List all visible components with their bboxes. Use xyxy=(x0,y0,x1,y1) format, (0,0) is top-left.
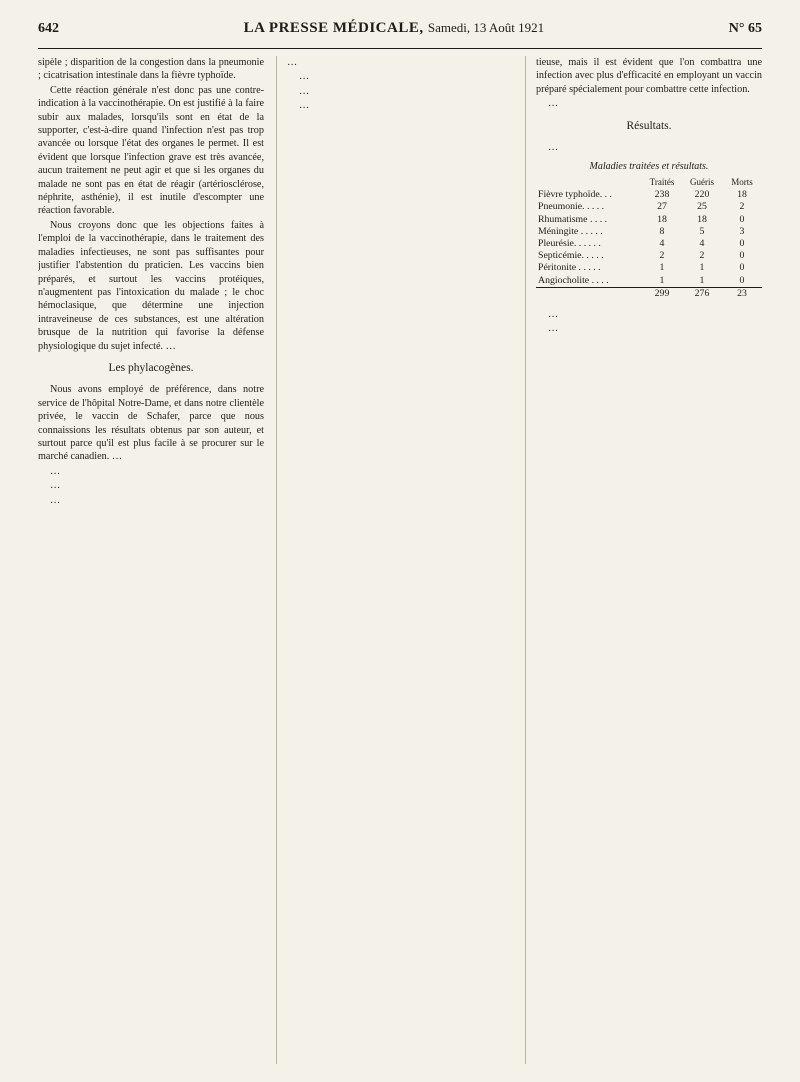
treated-count: 27 xyxy=(657,201,667,213)
disease-name: Angiocholite . . . . xyxy=(538,274,609,286)
paragraph: … xyxy=(548,323,559,335)
table-row xyxy=(536,201,762,213)
dead-count: 0 xyxy=(739,262,745,274)
treated-count: 4 xyxy=(659,238,665,250)
page-number: 642 xyxy=(38,21,59,36)
disease-name: Pleurésie. . . . . . xyxy=(538,238,601,250)
column-left xyxy=(38,56,264,1064)
paragraph: … xyxy=(548,98,559,110)
dead-count: 3 xyxy=(739,225,745,237)
paragraph: … xyxy=(548,142,559,154)
paragraph: tieuse, mais il est évident que l'on combattra une infection avec plus d'efficacité en employant un vaccin préparé spécialement pour combattre cette infection. xyxy=(536,57,762,95)
disease-name: Péritonite . . . . . xyxy=(538,262,601,274)
paragraph: … xyxy=(50,465,61,477)
disease-name: Fièvre typhoïde. . . xyxy=(538,189,613,201)
disease-name: Septicémie. . . . . xyxy=(538,250,604,262)
treated-count: 1 xyxy=(659,274,665,286)
total-label xyxy=(536,287,642,300)
column-right xyxy=(525,56,762,1064)
table-row xyxy=(536,275,762,288)
disease-name: Pneumonie. . . . . xyxy=(538,201,605,213)
cured-count: 18 xyxy=(697,213,707,225)
paragraph: … xyxy=(287,57,298,68)
table-row xyxy=(536,214,762,226)
table-header-dead: Morts xyxy=(731,176,753,187)
dead-count: 2 xyxy=(739,201,745,213)
table-header-row xyxy=(536,176,762,189)
running-header xyxy=(38,20,762,49)
paragraph: … xyxy=(50,494,61,506)
cured-count: 220 xyxy=(694,189,710,201)
dead-count: 0 xyxy=(739,238,745,250)
paragraph: Cette réaction générale n'est donc pas une contre-indication à la vaccinothérapie. On est justifié à la faire subir aux malades, lorsqu'ils sont en état de la supporter, c'est-à-dire quand l'infection n'est pas trop avancée ou lorsque l'état des organes le permet. Il est évident que lorsque l'infection grave est très avancée, aucun traitement ne peut agir et que si les organes du malade ne sont pas en état de réagir (artériosclérose, néphrite, asthénie), il est inutile d'escompter une réaction favorable. xyxy=(38,84,264,217)
table-total-row xyxy=(536,287,762,300)
treated-count: 1 xyxy=(659,262,665,274)
paragraph: Nous croyons donc que les objections faites à l'emploi de la vaccinothérapie, dans le traitement des maladies infectieuses, ne sont pas suffisantes pour justifier l'abstention du praticien. Les vaccins bien préparés, et surtout les vaccins protéiques, n'augmentent pas l'intoxication du malade ; le choc hémoclasique, que détermine une injection intraveineuse de ces substances, est une altération brusque de la nutrition qui favorise la défense physiologique du sujet infecté. … xyxy=(38,219,264,352)
table-row xyxy=(536,262,762,274)
dead-count: 18 xyxy=(737,189,747,201)
paragraph: … xyxy=(548,309,559,321)
paragraph: … xyxy=(299,71,310,83)
treated-count: 2 xyxy=(659,250,665,262)
paragraph: Nous avons employé de préférence, dans notre service de l'hôpital Notre-Dame, et dans notre clientèle privée, le vaccin de Schafer, parce que nous connaissions les résultats obtenus par son auteur, et surtout parce qu'il est plus facile à se procurer sur le marché canadien. … xyxy=(38,384,264,463)
treated-count: 238 xyxy=(654,189,670,201)
journal-name: LA PRESSE MÉDICALE, xyxy=(243,20,424,36)
disease-name: Rhumatisme . . . . xyxy=(538,213,608,225)
text-columns xyxy=(38,56,762,1064)
paragraph: … xyxy=(299,100,310,112)
issue-number: N° 65 xyxy=(728,21,762,36)
section-heading-resultats: Résultats. xyxy=(626,119,672,132)
table-row xyxy=(536,226,762,238)
journal-title xyxy=(244,20,545,37)
results-table xyxy=(536,176,762,300)
table-row xyxy=(536,250,762,262)
cured-count: 2 xyxy=(699,250,705,262)
cured-count: 5 xyxy=(699,225,705,237)
disease-name: Méningite . . . . . xyxy=(538,225,603,237)
dead-total: 23 xyxy=(722,287,762,300)
cured-count: 4 xyxy=(699,238,705,250)
table-row xyxy=(536,189,762,201)
treated-total: 299 xyxy=(642,287,682,300)
dead-count: 0 xyxy=(739,250,745,262)
cured-count: 25 xyxy=(697,201,707,213)
cured-total: 276 xyxy=(682,287,722,300)
table-header-cured: Guéris xyxy=(690,176,714,187)
dead-count: 0 xyxy=(739,213,745,225)
column-middle xyxy=(276,56,513,1064)
table-caption: Maladies traitées et résultats. xyxy=(589,161,709,173)
cured-count: 1 xyxy=(699,274,705,286)
table-header-disease xyxy=(536,176,642,189)
paragraph: … xyxy=(299,85,310,97)
treated-count: 8 xyxy=(659,225,665,237)
dead-count: 0 xyxy=(739,274,745,286)
issue-date: Samedi, 13 Août 1921 xyxy=(427,20,545,35)
paragraph: … xyxy=(50,480,61,492)
table-header-treated: Traités xyxy=(649,176,675,187)
cured-count: 1 xyxy=(699,262,705,274)
section-heading-phylacogenes: Les phylacogènes. xyxy=(108,361,194,374)
table-row xyxy=(536,238,762,250)
paragraph: sipèle ; disparition de la congestion dans la pneumonie ; cicatrisation intestinale dans la fièvre typhoïde. xyxy=(38,57,264,82)
treated-count: 18 xyxy=(657,213,667,225)
